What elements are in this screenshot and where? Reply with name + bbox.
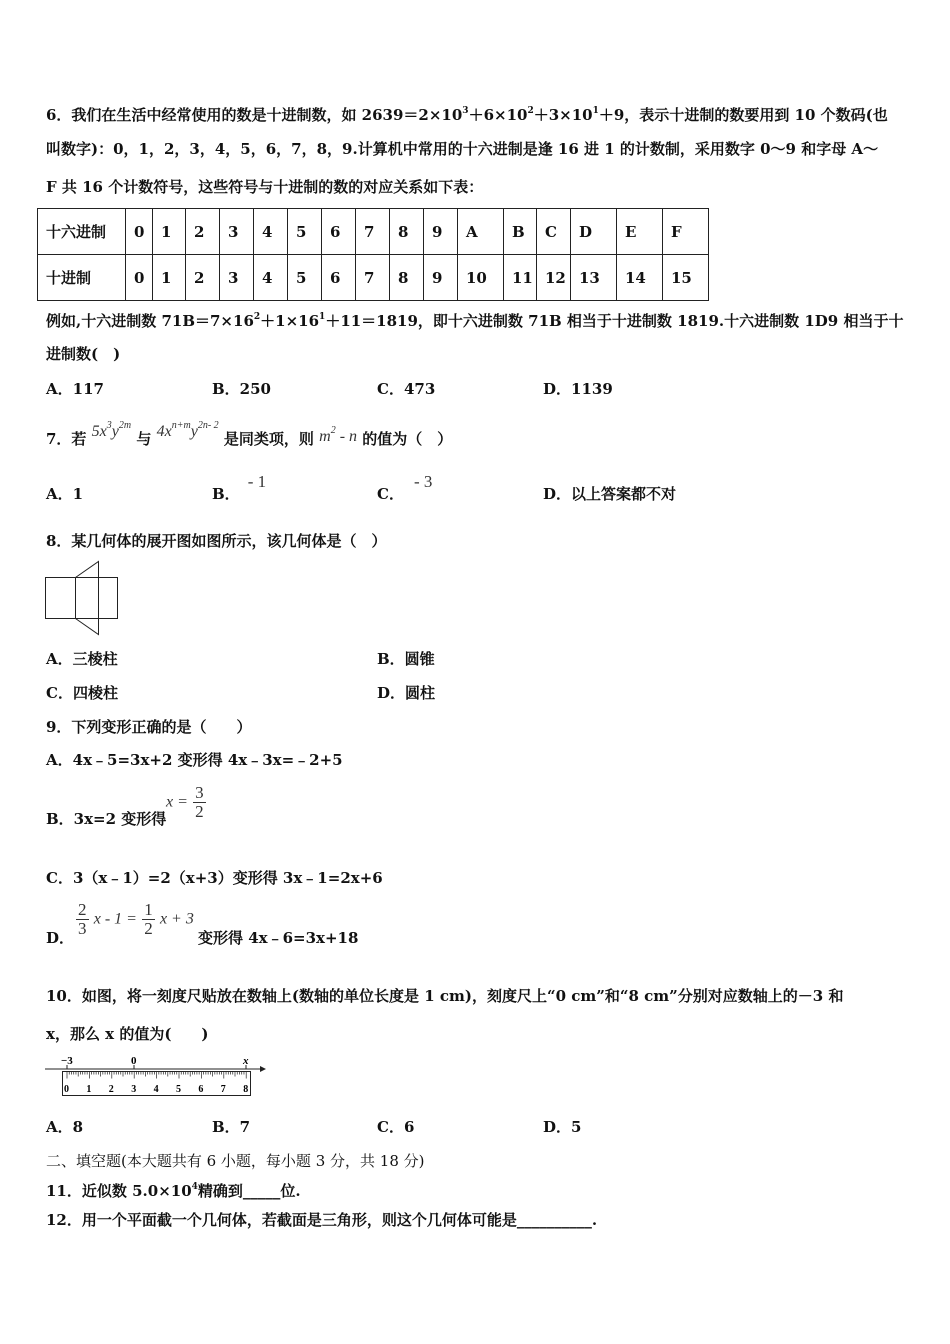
fraction: $\frac{3}{2}$ [195,783,204,821]
table-cell: 15 [663,255,709,301]
table-cell: B [504,209,537,255]
q6-line2: 叫数字)：0，1，2，3，4，5，6，7，8，9.计算机中常用的十六进制是逢 16 进 1 的计数制，采用数字 0～9 和字母 A～ [46,140,879,158]
section-heading: 二、填空题(本大题共有 6 小题，每小题 3 分，共 18 分) [46,1152,425,1170]
table-cell: D [571,209,617,255]
table-cell: E [617,209,663,255]
row2-label: 十进制 [38,255,126,301]
table-cell: F [663,209,709,255]
table-cell: 9 [424,255,458,301]
q10-line1: 10．如图，将一刻度尺贴放在数轴上(数轴的单位长度是 1 cm)，刻度尺上“0 cm”和“8 cm”分别对应数轴上的－3 和 [46,987,844,1005]
ruler-label: 2 [108,1084,114,1095]
q6-line4: 例如,十六进制数 $71B=7\times 16^2+1\times 16^1+11=1819$，即十六进制数 71B 相当于十进制数 1819.十六进制数 1D9 相当于十 [46,312,904,330]
table-cell: 14 [617,255,663,301]
fraction: $\frac{2}{3}$ [78,900,87,938]
q10-option-a[interactable]: A．8 [46,1118,84,1136]
q6-option-d[interactable]: D．1139 [543,380,613,398]
table-cell: 5 [288,255,322,301]
table-cell: 10 [458,255,504,301]
q8-option-c[interactable]: C．四棱柱 [46,684,118,702]
q6-line1: 6．我们在生活中经常使用的数是十进制数，如 $2639=2\times 10^3+6\times 10^2+3\times 10^1+9$，表示十进制的数要用到 10 个数码(也 [46,106,888,124]
axis-label: −3 [61,1055,73,1067]
q6-option-a[interactable]: A．117 [46,380,104,398]
table-cell: 7 [356,255,390,301]
table-cell: 9 [424,209,458,255]
q11-blank[interactable]: _____ [242,1182,281,1200]
q8-option-b[interactable]: B．圆锥 [377,650,435,668]
q10-option-d[interactable]: D．5 [543,1118,582,1136]
table-cell: 13 [571,255,617,301]
q8-option-a[interactable]: A．三棱柱 [46,650,118,668]
q10-option-b[interactable]: B．7 [212,1118,251,1136]
table-cell: 1 [153,255,186,301]
axis-label: x [243,1055,249,1067]
q9-option-c[interactable]: C．3（x﹣1）=2（x+3）变形得 3x﹣1=2x+6 [46,869,383,887]
table-cell: C [537,209,571,255]
q9-stem: 9．下列变形正确的是（ ） [46,718,252,736]
q7-term1: $5x^3y^{2m}$ [91,420,132,440]
ruler-label: 5 [176,1084,181,1095]
ruler-label: 6 [198,1084,204,1095]
ruler-label: 0 [64,1084,69,1095]
q10-option-c[interactable]: C．6 [377,1118,415,1136]
q9-option-a[interactable]: A．4x﹣5=3x+2 变形得 4x﹣3x=﹣2+5 [46,751,343,769]
prism-net-figure [44,560,122,636]
fraction: $\frac{1}{2}$ [144,900,153,938]
table-cell: 1 [153,209,186,255]
q7-expression: $m^2$ - n [319,425,358,445]
table-cell: 4 [254,255,288,301]
q8-stem: 8．某几何体的展开图如图所示，该几何体是（ ） [46,532,387,550]
q12-blank[interactable]: __________ [516,1211,592,1229]
axis-label: 0 [131,1055,137,1067]
q11-text: 11．近似数 $5.0\times 10^4$精确到_____位. [46,1182,301,1200]
ruler-label: 4 [153,1084,159,1095]
ruler-label: 7 [220,1084,226,1095]
ruler-label: 1 [86,1084,92,1095]
table-cell: 5 [288,209,322,255]
q9-option-d[interactable]: D． $\frac{2}{3}$ x - 1 = $\frac{1}{2}$ x + 3 变形得 4x﹣6=3x+18 [46,900,359,947]
table-cell: 0 [126,209,153,255]
q9-option-b[interactable]: B．3x=2 变形得 x = $\frac{3}{2}$ [46,783,204,828]
table-cell: 12 [537,255,571,301]
table-cell: 6 [322,255,356,301]
table-cell: 3 [220,255,254,301]
row1-label: 十六进制 [38,209,126,255]
table-cell: 2 [186,209,220,255]
q7-option-c[interactable]: C．- 3 [377,472,433,503]
q12-text: 12．用一个平面截一个几何体，若截面是三角形，则这个几何体可能是__________. [46,1211,598,1229]
q7-option-d[interactable]: D．以上答案都不对 [543,485,677,503]
q8-option-d[interactable]: D．圆柱 [377,684,436,702]
table-cell: 2 [186,255,220,301]
table-cell: 0 [126,255,153,301]
q10-line2: x，那么 x 的值为( ) [46,1025,209,1043]
table-row [38,255,709,301]
ruler-number-line-figure [44,1054,268,1100]
hex-table [37,208,709,301]
q6-line5: 进制数( ) [46,345,121,363]
q6-option-c[interactable]: C．473 [377,380,436,398]
table-cell: 7 [356,209,390,255]
table-cell: A [458,209,504,255]
q7-option-b[interactable]: B．- 1 [212,472,267,503]
table-cell: 3 [220,209,254,255]
table-cell: 8 [390,255,424,301]
table-row [38,209,709,255]
q7-option-a[interactable]: A．1 [46,485,84,503]
table-cell: 8 [390,209,424,255]
table-cell: 4 [254,209,288,255]
ruler-label: 3 [131,1084,137,1095]
ruler-label: 8 [243,1084,249,1095]
q7-term2: $4x^{n+m}y^{2n- 2}$ [156,420,219,440]
q6-option-b[interactable]: B．250 [212,380,271,398]
q7-stem: 7．若 $5x^3y^{2m}$ 与 $4x^{n+m}y^{2n- 2}$ 是同类项，则 $m^2$ - n 的值为（ ） [46,420,453,448]
table-cell: 11 [504,255,537,301]
q6-line3: F 共 16 个计数符号，这些符号与十进制的数的对应关系如下表： [46,178,484,196]
table-cell: 6 [322,209,356,255]
